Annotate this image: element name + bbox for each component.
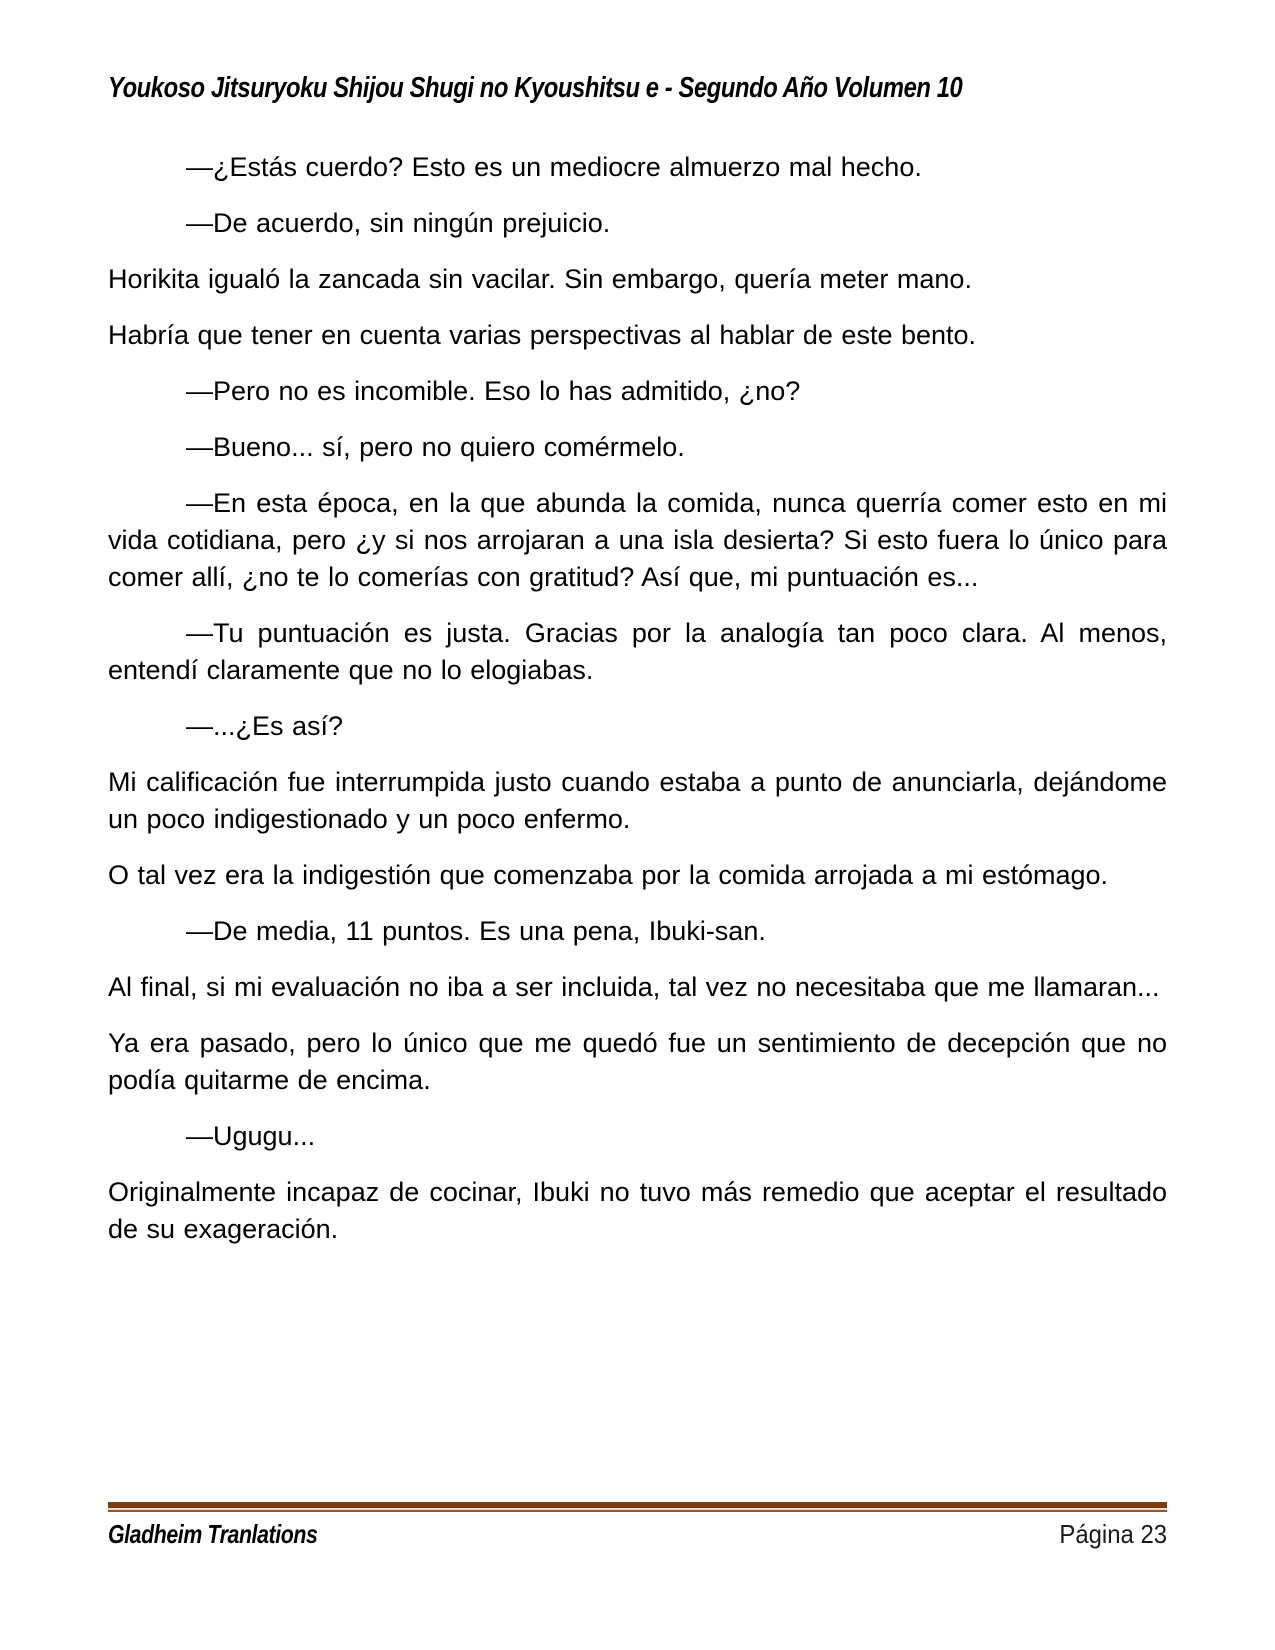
paragraph: —En esta época, en la que abunda la comida, nunca querría comer esto en mi vida cotidiana, pero ¿y si nos arrojaran a una isla desierta? Si esto fuera lo único para comer allí, ¿no te lo comerías con gratitud? Así que, mi puntuación es... xyxy=(108,488,1167,592)
paragraph: —Bueno... sí, pero no quiero comérmelo. xyxy=(186,432,685,462)
footer-rule-thin xyxy=(108,1510,1167,1512)
paragraph: Al final, si mi evaluación no iba a ser incluida, tal vez no necesitaba que me llamaran... xyxy=(108,972,1160,1002)
header-title: Youkoso Jitsuryoku Shijou Shugi no Kyoushitsu e - Segundo Año Volumen 10 xyxy=(108,72,963,104)
page-footer xyxy=(108,1502,1167,1550)
paragraph: Horikita igualó la zancada sin vacilar. Sin embargo, quería meter mano. xyxy=(108,264,972,294)
paragraph: Ya era pasado, pero lo único que me quedó fue un sentimiento de decepción que no podía quitarme de encima. xyxy=(108,1028,1167,1095)
paragraph: —Ugugu... xyxy=(186,1121,316,1151)
paragraph: Originalmente incapaz de cocinar, Ibuki no tuvo más remedio que aceptar el resultado de su exageración. xyxy=(108,1177,1167,1244)
paragraph: O tal vez era la indigestión que comenzaba por la comida arrojada a mi estómago. xyxy=(108,860,1109,890)
paragraph: Habría que tener en cuenta varias perspectivas al hablar de este bento. xyxy=(108,320,977,350)
translator-credit: Gladheim Tranlations xyxy=(108,1519,318,1549)
paragraph: —Tu puntuación es justa. Gracias por la analogía tan poco clara. Al menos, entendí claramente que no lo elogiabas. xyxy=(108,618,1167,685)
paragraph: Mi calificación fue interrumpida justo cuando estaba a punto de anunciarla, dejándome un poco indigestionado y un poco enfermo. xyxy=(108,767,1167,834)
paragraph: —¿Estás cuerdo? Esto es un mediocre almuerzo mal hecho. xyxy=(186,152,922,182)
paragraph: —De acuerdo, sin ningún prejuicio. xyxy=(186,208,611,238)
page-number: Página 23 xyxy=(1059,1519,1167,1549)
paragraph: —...¿Es así? xyxy=(186,711,344,741)
paragraph: —Pero no es incomible. Eso lo has admitido, ¿no? xyxy=(186,376,801,406)
footer-text-row xyxy=(108,1519,1167,1550)
paragraph: —De media, 11 puntos. Es una pena, Ibuki-san. xyxy=(186,916,766,946)
page-body xyxy=(108,149,1167,1267)
page-header xyxy=(108,72,1167,105)
